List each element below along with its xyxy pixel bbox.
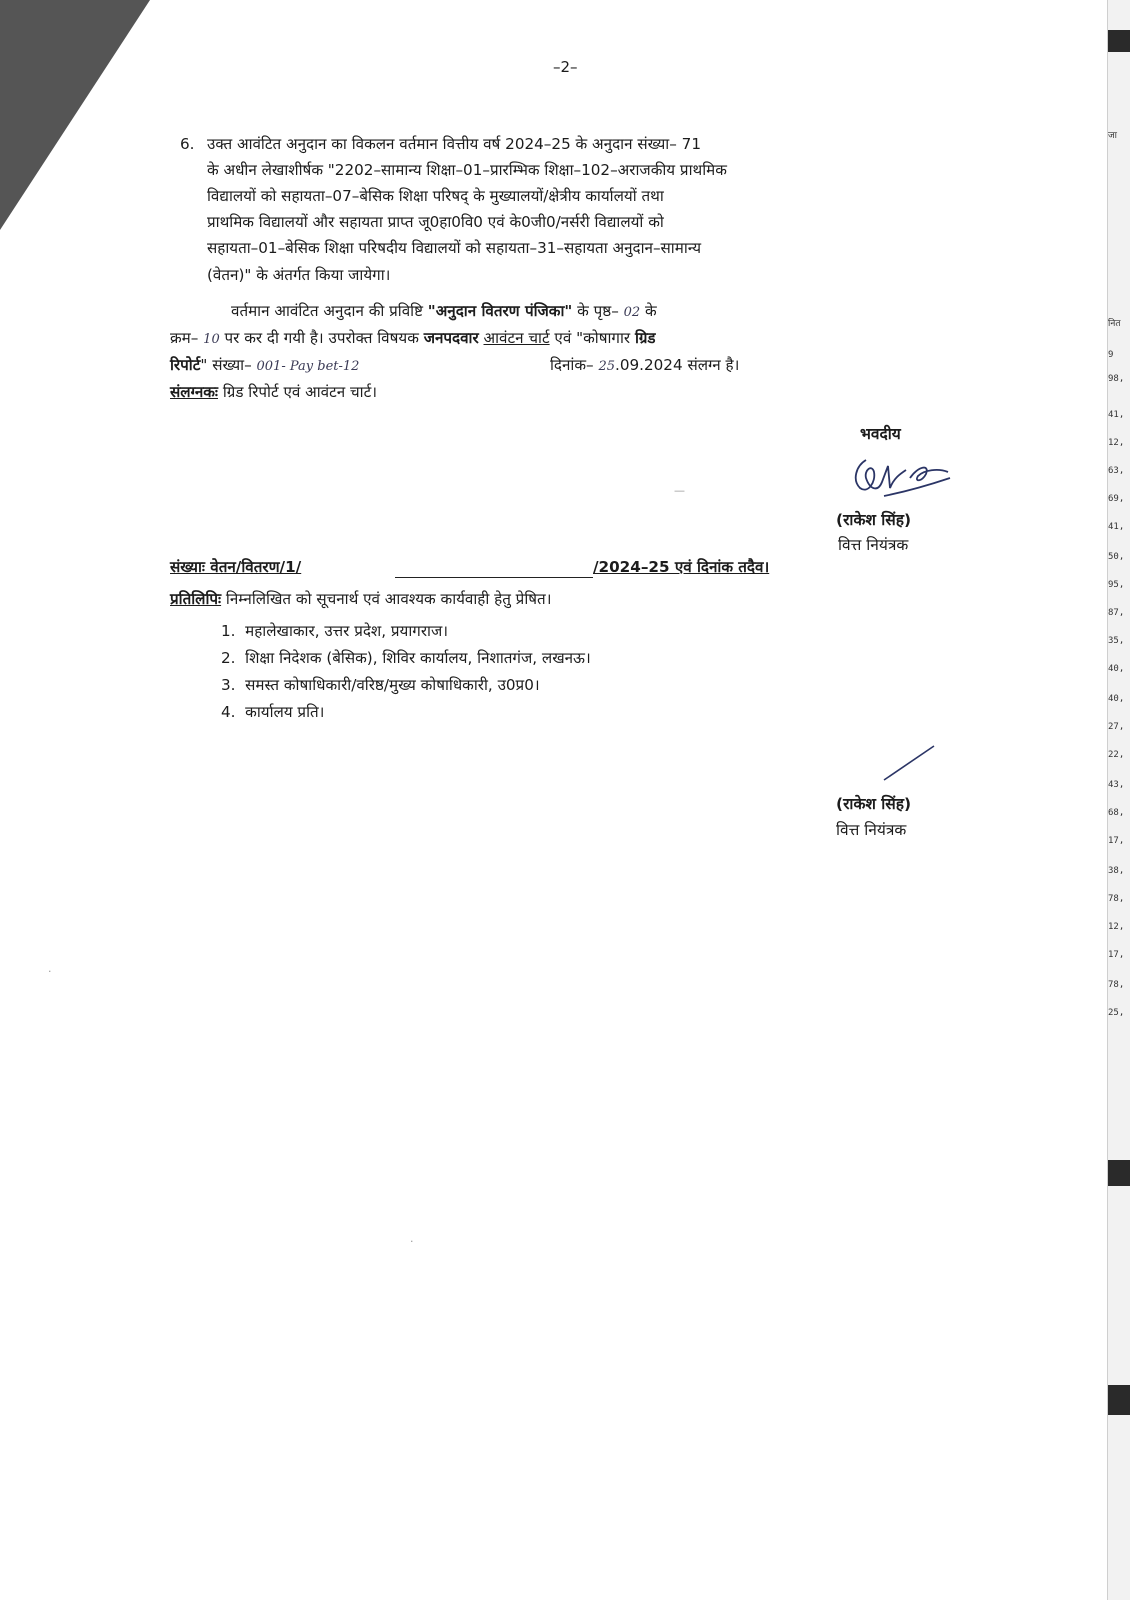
handwritten-page-number: 02 bbox=[623, 305, 641, 320]
scan-shadow-corner bbox=[0, 0, 150, 230]
scan-mark: — bbox=[674, 484, 685, 497]
edge-fragment: 68, bbox=[1108, 808, 1125, 818]
edge-fragment: 50, bbox=[1108, 552, 1125, 562]
edge-fragment: 98, bbox=[1108, 374, 1125, 384]
item-text: समस्त कोषाधिकारी/वरिष्ठ/मुख्य कोषाधिकारी, उ0प्र0। bbox=[245, 676, 540, 694]
para-line bbox=[231, 304, 657, 319]
closing: भवदीय bbox=[860, 425, 901, 443]
list-item bbox=[221, 675, 540, 695]
edge-bar bbox=[1108, 1385, 1130, 1415]
report-label: रिपोर्ट bbox=[170, 356, 201, 374]
text: क्रम– bbox=[170, 329, 204, 347]
para-line bbox=[170, 331, 656, 346]
enclosure-text: ग्रिड रिपोर्ट एवं आवंटन चार्ट। bbox=[218, 383, 378, 401]
handwritten-day: 25 bbox=[598, 359, 615, 374]
text: एवं "कोषागार bbox=[549, 329, 635, 347]
edge-fragment: 63, bbox=[1108, 466, 1125, 476]
edge-fragment: 27, bbox=[1108, 722, 1125, 732]
item-number: 1. bbox=[221, 622, 236, 640]
handwritten-signature bbox=[848, 452, 958, 504]
edge-fragment: 17, bbox=[1108, 950, 1125, 960]
text: पर कर दी गयी है। उपरोक्त विषयक bbox=[219, 329, 424, 347]
list-item bbox=[221, 702, 324, 722]
para-line bbox=[170, 358, 359, 373]
enclosure-label: संलग्नकः bbox=[170, 383, 218, 401]
item-number: 3. bbox=[221, 676, 236, 694]
edge-fragment: 25, bbox=[1108, 1008, 1125, 1018]
reference-left: संख्याः वेतन/वितरण/1/ bbox=[170, 558, 302, 576]
edge-bar bbox=[1108, 1160, 1130, 1186]
allocation-chart-label: आवंटन चार्ट bbox=[483, 329, 550, 347]
handwritten-initial bbox=[880, 742, 940, 784]
text: दिनांक– bbox=[550, 356, 599, 374]
adjacent-page-edge bbox=[1107, 0, 1130, 1600]
edge-bar bbox=[1108, 30, 1130, 52]
enclosure-line bbox=[170, 385, 377, 400]
edge-fragment: 41, bbox=[1108, 410, 1125, 420]
item-text: महालेखाकार, उत्तर प्रदेश, प्रयागराज। bbox=[245, 622, 449, 640]
edge-fragment: 40, bbox=[1108, 694, 1125, 704]
edge-fragment: नित bbox=[1108, 319, 1121, 329]
para-date bbox=[550, 358, 739, 373]
item-number: 4. bbox=[221, 703, 236, 721]
point-6-line: के अधीन लेखाशीर्षक "2202–सामान्य शिक्षा–01–प्रारम्भिक शिक्षा–102–अराजकीय प्राथमिक bbox=[207, 161, 727, 179]
edge-fragment: 69, bbox=[1108, 494, 1125, 504]
edge-fragment: 40, bbox=[1108, 664, 1125, 674]
edge-fragment: जा bbox=[1108, 131, 1118, 141]
point-6-line: उक्त आवंटित अनुदान का विकलन वर्तमान वित्तीय वर्ष 2024–25 के अनुदान संख्या– 71 bbox=[207, 135, 701, 153]
register-name: "अनुदान वितरण पंजिका" bbox=[427, 302, 573, 320]
point-6-line: विद्यालयों को सहायता–07–बेसिक शिक्षा परिषद् के मुख्यालयों/क्षेत्रीय कार्यालयों तथा bbox=[207, 187, 664, 205]
edge-fragment: 38, bbox=[1108, 866, 1125, 876]
copy-to-line bbox=[170, 592, 551, 607]
item-text: कार्यालय प्रति। bbox=[245, 703, 325, 721]
edge-fragment: 41, bbox=[1108, 522, 1125, 532]
edge-fragment: 78, bbox=[1108, 894, 1125, 904]
page-number: –2– bbox=[553, 58, 578, 76]
handwritten-serial-number: 10 bbox=[203, 332, 220, 347]
edge-fragment: 95, bbox=[1108, 580, 1125, 590]
edge-fragment: 17, bbox=[1108, 836, 1125, 846]
item-number: 2. bbox=[221, 649, 236, 667]
list-item bbox=[221, 621, 448, 641]
copy-to-label: प्रतिलिपिः bbox=[170, 590, 222, 608]
edge-fragment: 35, bbox=[1108, 636, 1125, 646]
point-6-line: प्राथमिक विद्यालयों और सहायता प्राप्त जू0हा0वि0 एवं के0जी0/नर्सरी विद्यालयों को bbox=[207, 213, 664, 231]
text: के पृष्ठ– bbox=[572, 302, 624, 320]
item-text: शिक्षा निदेशक (बेसिक), शिविर कार्यालय, निशातगंज, लखनऊ। bbox=[245, 649, 591, 667]
scan-speck: · bbox=[48, 965, 52, 978]
point-6-line: सहायता–01–बेसिक शिक्षा परिषदीय विद्यालयों को सहायता–31–सहायता अनुदान–सामान्य bbox=[207, 239, 702, 257]
edge-fragment: 87, bbox=[1108, 608, 1125, 618]
list-item bbox=[221, 648, 591, 668]
reference-number bbox=[170, 560, 301, 575]
edge-fragment: 12, bbox=[1108, 922, 1125, 932]
reference-underline bbox=[395, 577, 593, 578]
signatory-name: (राकेश सिंह) bbox=[836, 511, 912, 529]
point-6-line: (वेतन)" के अंतर्गत किया जायेगा। bbox=[207, 266, 391, 284]
edge-fragment: 78, bbox=[1108, 980, 1125, 990]
point-number: 6. bbox=[180, 135, 195, 153]
edge-fragment: 43, bbox=[1108, 780, 1125, 790]
copy-to-text: निम्नलिखित को सूचनार्थ एवं आवश्यक कार्यवाही हेतु प्रेषित। bbox=[221, 590, 552, 608]
text: के bbox=[640, 302, 657, 320]
signatory-name: (राकेश सिंह) bbox=[836, 795, 912, 813]
edge-fragment: 12, bbox=[1108, 438, 1125, 448]
edge-fragment: 9 bbox=[1108, 350, 1114, 360]
text: वर्तमान आवंटित अनुदान की प्रविष्टि bbox=[231, 302, 428, 320]
reference-right: /2024–25 एवं दिनांक तदैव। bbox=[593, 558, 770, 576]
text: .09.2024 संलग्न है। bbox=[615, 356, 740, 374]
district-wise-label: जनपदवार bbox=[423, 329, 479, 347]
signatory-designation: वित्त नियंत्रक bbox=[836, 821, 907, 839]
grid-label: ग्रिड bbox=[634, 329, 656, 347]
edge-fragment: 22, bbox=[1108, 750, 1125, 760]
handwritten-report-number: 001- Pay bet-12 bbox=[256, 359, 360, 374]
signatory-designation: वित्त नियंत्रक bbox=[838, 536, 909, 554]
text: " संख्या– bbox=[200, 356, 257, 374]
scan-speck: · bbox=[410, 1235, 414, 1248]
